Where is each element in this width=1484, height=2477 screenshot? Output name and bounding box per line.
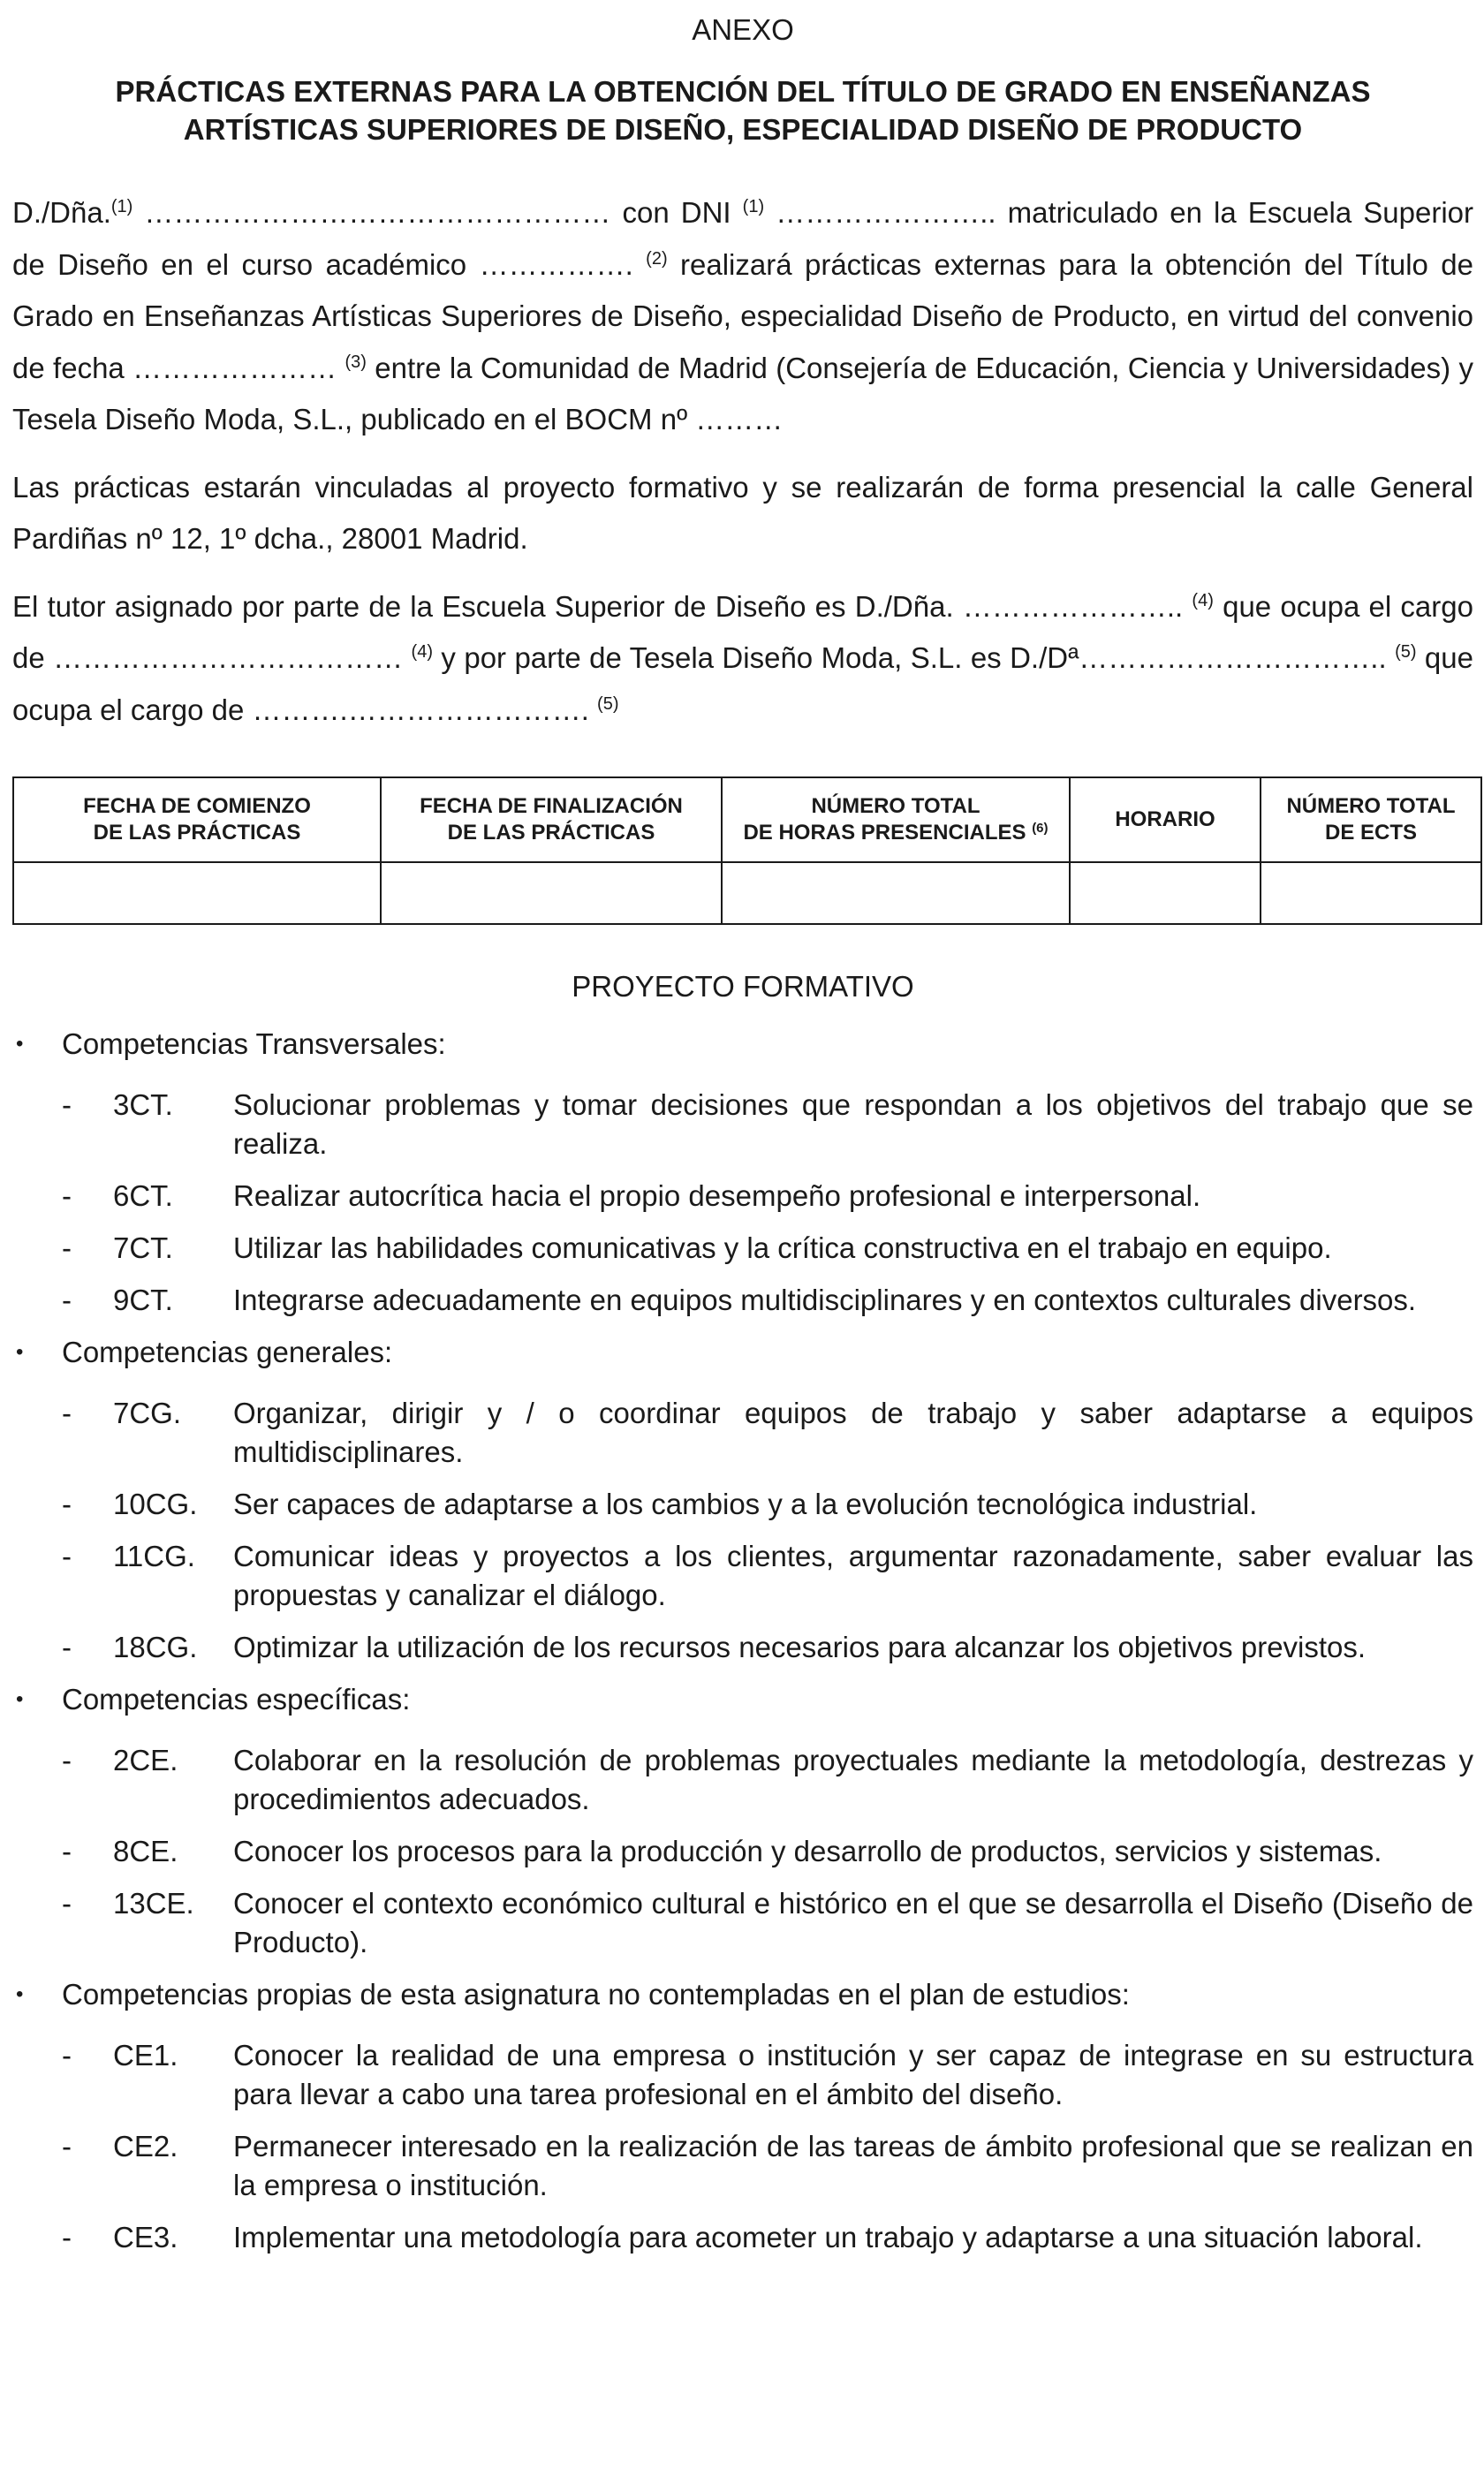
list-item [12,2218,1473,2257]
competency-code: 10CG. [113,1488,198,1520]
competency-code: 7CG. [113,1397,182,1429]
dash-marker: - [62,1631,72,1663]
competency-heading-text: Competencias específicas: [62,1683,411,1716]
intro-text: ………………….. matriculado en la Escuela Superior de Diseño en el curso académico ……………. [12,196,1474,281]
competency-heading [12,1681,1473,1718]
competency-group [12,1026,1473,1320]
dash-marker: - [62,1088,72,1121]
intro-text: El tutor asignado por parte de la Escuela Superior de Diseño es D./Dña. ………………….. [12,589,1192,623]
competency-description: Conocer los procesos para la producción y desarrollo de productos, servicios y sistemas. [233,1835,1382,1867]
bullet-icon: • [16,1032,24,1056]
competency-description: Colaborar en la resolución de problemas proyectuales mediante la metodología, destrezas y procedimientos adecuados. [233,1744,1473,1815]
header-total-ects: NÚMERO TOTAL DE ECTS [1261,777,1481,862]
competency-code: 13CE. [113,1887,194,1920]
list-item [12,1628,1473,1667]
competency-group [12,1681,1473,1962]
intro-text: D./Dña. [12,196,111,229]
practice-dates-table [12,776,1482,925]
footnote-ref: (4) [411,642,433,662]
title-line-1: PRÁCTICAS EXTERNAS PARA LA OBTENCIÓN DEL TÍTULO DE GRADO EN ENSEÑANZAS [115,75,1371,108]
list-item [12,2036,1473,2114]
header-end-date: FECHA DE FINALIZACIÓN DE LAS PRÁCTICAS [381,777,722,862]
list-item [12,1281,1473,1320]
table-row [13,862,1481,924]
end-date-cell[interactable] [381,862,722,924]
dash-marker: - [62,2221,72,2254]
header-schedule: HORARIO [1070,777,1261,862]
schedule-cell[interactable] [1070,862,1261,924]
dash-marker: - [62,1488,72,1520]
intro-text: que ocupa el cargo de ……………………………… [12,589,1473,674]
start-date-cell[interactable] [13,862,381,924]
intro-paragraph-3 [12,581,1473,737]
competency-code: 8CE. [113,1835,178,1867]
intro-text: realizará prácticas externas para la obtención del Título de Grado en Enseñanzas Artísticas Superiores de Diseño, especialidad Diseño de Producto, en virtud del convenio de fecha ………………… [12,247,1474,384]
bullet-icon: • [16,1982,24,2006]
list-item [12,1832,1473,1871]
intro-text: que ocupa el cargo de ……….……………………. [12,641,1473,726]
intro-text: y por parte de Tesela Diseño Moda, S.L. es D./Dª………………………….. [433,641,1396,674]
intro-paragraph-2: Las prácticas estarán vinculadas al proyecto formativo y se realizarán de forma presencial la calle General Pardiñas nº 12, 1º dcha., 28001 Madrid. [12,470,1473,555]
list-item [12,1537,1473,1615]
competency-heading [12,1976,1473,2013]
dash-marker: - [62,1744,72,1776]
competency-code: CE1. [113,2039,178,2072]
competency-group [12,1334,1473,1667]
footnote-ref: (3) [344,352,367,372]
footnote-ref: (1) [742,197,765,216]
footnote-ref: (4) [1192,590,1214,610]
competency-description: Realizar autocrítica hacia el propio desempeño profesional e interpersonal. [233,1179,1201,1212]
competency-description: Implementar una metodología para acometer un trabajo y adaptarse a una situación laboral. [233,2221,1423,2254]
competency-description: Permanecer interesado en la realización de las tareas de ámbito profesional que se realizan en la empresa o institución. [233,2130,1473,2201]
competency-heading-text: Competencias Transversales: [62,1027,446,1060]
competency-code: 7CT. [113,1231,173,1264]
competency-description: Organizar, dirigir y / o coordinar equipos de trabajo y saber adaptarse a equipos multidisciplinares. [233,1397,1473,1468]
list-item [12,1741,1473,1819]
competency-description: Utilizar las habilidades comunicativas y la crítica constructiva en el trabajo en equipo. [233,1231,1332,1264]
header-start-date: FECHA DE COMIENZO DE LAS PRÁCTICAS [13,777,381,862]
dash-marker: - [62,1179,72,1212]
competency-description: Conocer el contexto económico cultural e histórico en el que se desarrolla el Diseño (Diseño de Producto). [233,1887,1473,1958]
competency-description: Conocer la realidad de una empresa o institución y ser capaz de integrase en su estructura para llevar a cabo una tarea profesional en el ámbito del diseño. [233,2039,1473,2110]
competency-code: 2CE. [113,1744,178,1776]
bullet-icon: • [16,1340,24,1364]
table-header-row [13,777,1481,862]
annex-heading: ANEXO [692,13,794,46]
competency-heading-text: Competencias generales: [62,1336,393,1368]
dash-marker: - [62,1540,72,1572]
dash-marker: - [62,1835,72,1867]
list-item [12,1485,1473,1524]
total-ects-cell[interactable] [1261,862,1481,924]
competency-code: CE3. [113,2221,178,2254]
competency-description: Comunicar ideas y proyectos a los clientes, argumentar razonadamente, saber evaluar las propuestas y canalizar el diálogo. [233,1540,1473,1611]
competency-code: 9CT. [113,1284,173,1316]
total-hours-cell[interactable] [722,862,1070,924]
project-title: PROYECTO FORMATIVO [572,970,914,1003]
competency-description: Ser capaces de adaptarse a los cambios y a la evolución tecnológica industrial. [233,1488,1258,1520]
competency-code: CE2. [113,2130,178,2163]
list-item [12,1086,1473,1163]
competency-description: Integrarse adecuadamente en equipos multidisciplinares y en contextos culturales diversos. [233,1284,1417,1316]
dash-marker: - [62,1231,72,1264]
header-total-hours: NÚMERO TOTAL DE HORAS PRESENCIALES $^{(6)}$ [722,777,1070,862]
competency-group [12,1976,1473,2257]
competency-code: 18CG. [113,1631,198,1663]
competency-code: 6CT. [113,1179,173,1212]
footnote-ref: (1) [110,197,133,216]
competency-groups [12,1026,1473,2257]
competency-heading-text: Competencias propias de esta asignatura no contempladas en el plan de estudios: [62,1978,1130,2011]
competency-heading [12,1026,1473,1063]
competency-heading [12,1334,1473,1371]
footnote-ref: (2) [646,248,668,269]
dash-marker: - [62,1284,72,1316]
dash-marker: - [62,1887,72,1920]
footnote-ref: (5) [1395,642,1417,662]
intro-paragraph-1 [12,187,1473,446]
intro-text: ………………………………………… con DNI [132,196,743,229]
bullet-icon: • [16,1687,24,1711]
competency-code: 3CT. [113,1088,173,1121]
list-item [12,1884,1473,1962]
dash-marker: - [62,2039,72,2072]
competency-description: Optimizar la utilización de los recursos necesarios para alcanzar los objetivos previstos. [233,1631,1367,1663]
title-line-2: ARTÍSTICAS SUPERIORES DE DISEÑO, ESPECIALIDAD DISEÑO DE PRODUCTO [183,113,1303,146]
intro-text: entre la Comunidad de Madrid (Consejería de Educación, Ciencia y Universidades) y Tesela Diseño Moda, S.L., publicado en el BOCM nº ……… [12,351,1473,436]
list-item [12,1394,1473,1472]
dash-marker: - [62,1397,72,1429]
document-title [12,72,1473,148]
competency-description: Solucionar problemas y tomar decisiones que respondan a los objetivos del trabajo que se realiza. [233,1088,1473,1160]
list-item [12,1177,1473,1216]
list-item [12,2127,1473,2205]
footnote-ref: (5) [597,693,619,714]
list-item [12,1229,1473,1268]
dash-marker: - [62,2130,72,2163]
competency-code: 11CG. [113,1540,195,1572]
